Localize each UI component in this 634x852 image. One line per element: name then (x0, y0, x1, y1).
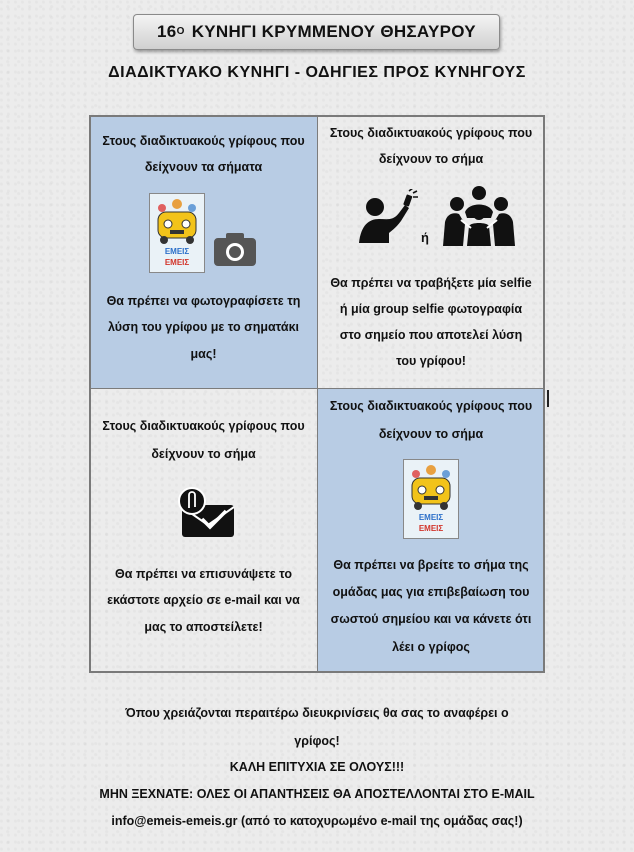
subtitle: ΔΙΑΔΙΚΤΥΑΚΟ ΚΥΝΗΓΙ - ΟΔΗΓΙΕΣ ΠΡΟΣ ΚΥΝΗΓΟΥΣ (108, 64, 526, 81)
logo-bottom-text: ΕΜΕΙΣ (164, 258, 190, 267)
cell-selfie-body4: του γρίφου! (396, 354, 466, 368)
cell-find-instructions (317, 388, 545, 673)
team-logo-icon (403, 459, 459, 539)
email-attachment-icon (176, 487, 236, 548)
cell-find-body4: λέει ο γρίφος (392, 640, 470, 654)
cell-selfie-body1: Θα πρέπει να τραβήξετε μία selfie (330, 276, 532, 290)
footer-good-luck: ΚΑΛΗ ΕΠΙΤΥΧΙΑ ΣΕ ΟΛΟΥΣ!!! (229, 760, 405, 774)
title-text: ΚΥΝΗΓΙ ΚΡΥΜΜΕΝΟΥ ΘΗΣΑΥΡΟΥ (191, 22, 476, 41)
cell-email-body3: μας το αποστείλετε! (144, 620, 263, 634)
cell-find-body3: σωστού σημείου και να κάνετε ότι (330, 612, 532, 626)
cell-selfie-line2: δείχνουν το σήμα (378, 152, 484, 166)
or-label: ή (421, 230, 429, 245)
selfie-person-icon (353, 189, 419, 252)
cell-email-line1: Στους διαδικτυακούς γρίφους που (102, 419, 305, 433)
logo-bottom-text: ΕΜΕΙΣ (418, 524, 444, 533)
footer-reminder: ΜΗΝ ΞΕΧΝΑΤΕ: ΟΛΕΣ ΟΙ ΑΠΑΝΤΗΣΕΙΣ ΘΑ ΑΠΟΣΤΕΛΛΟΝΤΑΙ ΣΤΟ E-MAIL (99, 787, 535, 801)
cell-email-body2: εκάστοτε αρχείο σε e-mail και να (107, 593, 300, 607)
cell-email-instructions (89, 388, 318, 673)
cell-find-line2: δείχνουν το σήμα (378, 427, 484, 441)
cell-email-body1: Θα πρέπει να επισυνάψετε το (114, 567, 293, 581)
title-number: 16 (157, 22, 177, 41)
cell-find-body2: ομάδας μας για επιβεβαίωση του (332, 585, 530, 599)
page-title (133, 14, 500, 50)
footer-note-line2: γρίφος! (294, 734, 340, 748)
cell-selfie-body3: στο σημείο που αποτελεί λύση (339, 328, 523, 342)
camera-icon (213, 231, 257, 276)
group-selfie-icon (441, 184, 517, 259)
cell-photo-body3: μας! (190, 347, 217, 361)
cell-selfie-body2: ή μία group selfie φωτογραφία (339, 302, 523, 316)
text-cursor (547, 390, 549, 407)
cell-email-line2: δείχνουν το σήμα (151, 447, 256, 461)
footer-note-line1: Όπου χρειάζονται περαιτέρω διευκρινίσεις θα σας το αναφέρει ο (125, 706, 509, 720)
cell-selfie-line1: Στους διαδικτυακούς γρίφους που (329, 126, 533, 140)
cell-selfie-instructions (317, 115, 545, 389)
title-superscript: Ο (176, 25, 185, 37)
logo-top-text: ΕΜΕΙΣ (418, 513, 444, 522)
cell-find-line1: Στους διαδικτυακούς γρίφους που (329, 399, 533, 413)
footer-email: info@emeis-emeis.gr (από το κατοχυρωμένο e-mail της ομάδας σας!) (111, 814, 523, 828)
cell-photo-instructions (89, 115, 318, 389)
cell-photo-line2: δείχνουν τα σήματα (144, 160, 263, 174)
cell-find-body1: Θα πρέπει να βρείτε το σήμα της (333, 558, 529, 572)
cell-photo-body2: λύση του γρίφου με το σηματάκι (107, 320, 300, 334)
cell-photo-line1: Στους διαδικτυακούς γρίφους που (102, 134, 305, 148)
team-logo-icon (149, 193, 205, 273)
cell-photo-body1: Θα πρέπει να φωτογραφίσετε τη (106, 294, 301, 308)
logo-top-text: ΕΜΕΙΣ (164, 247, 190, 256)
